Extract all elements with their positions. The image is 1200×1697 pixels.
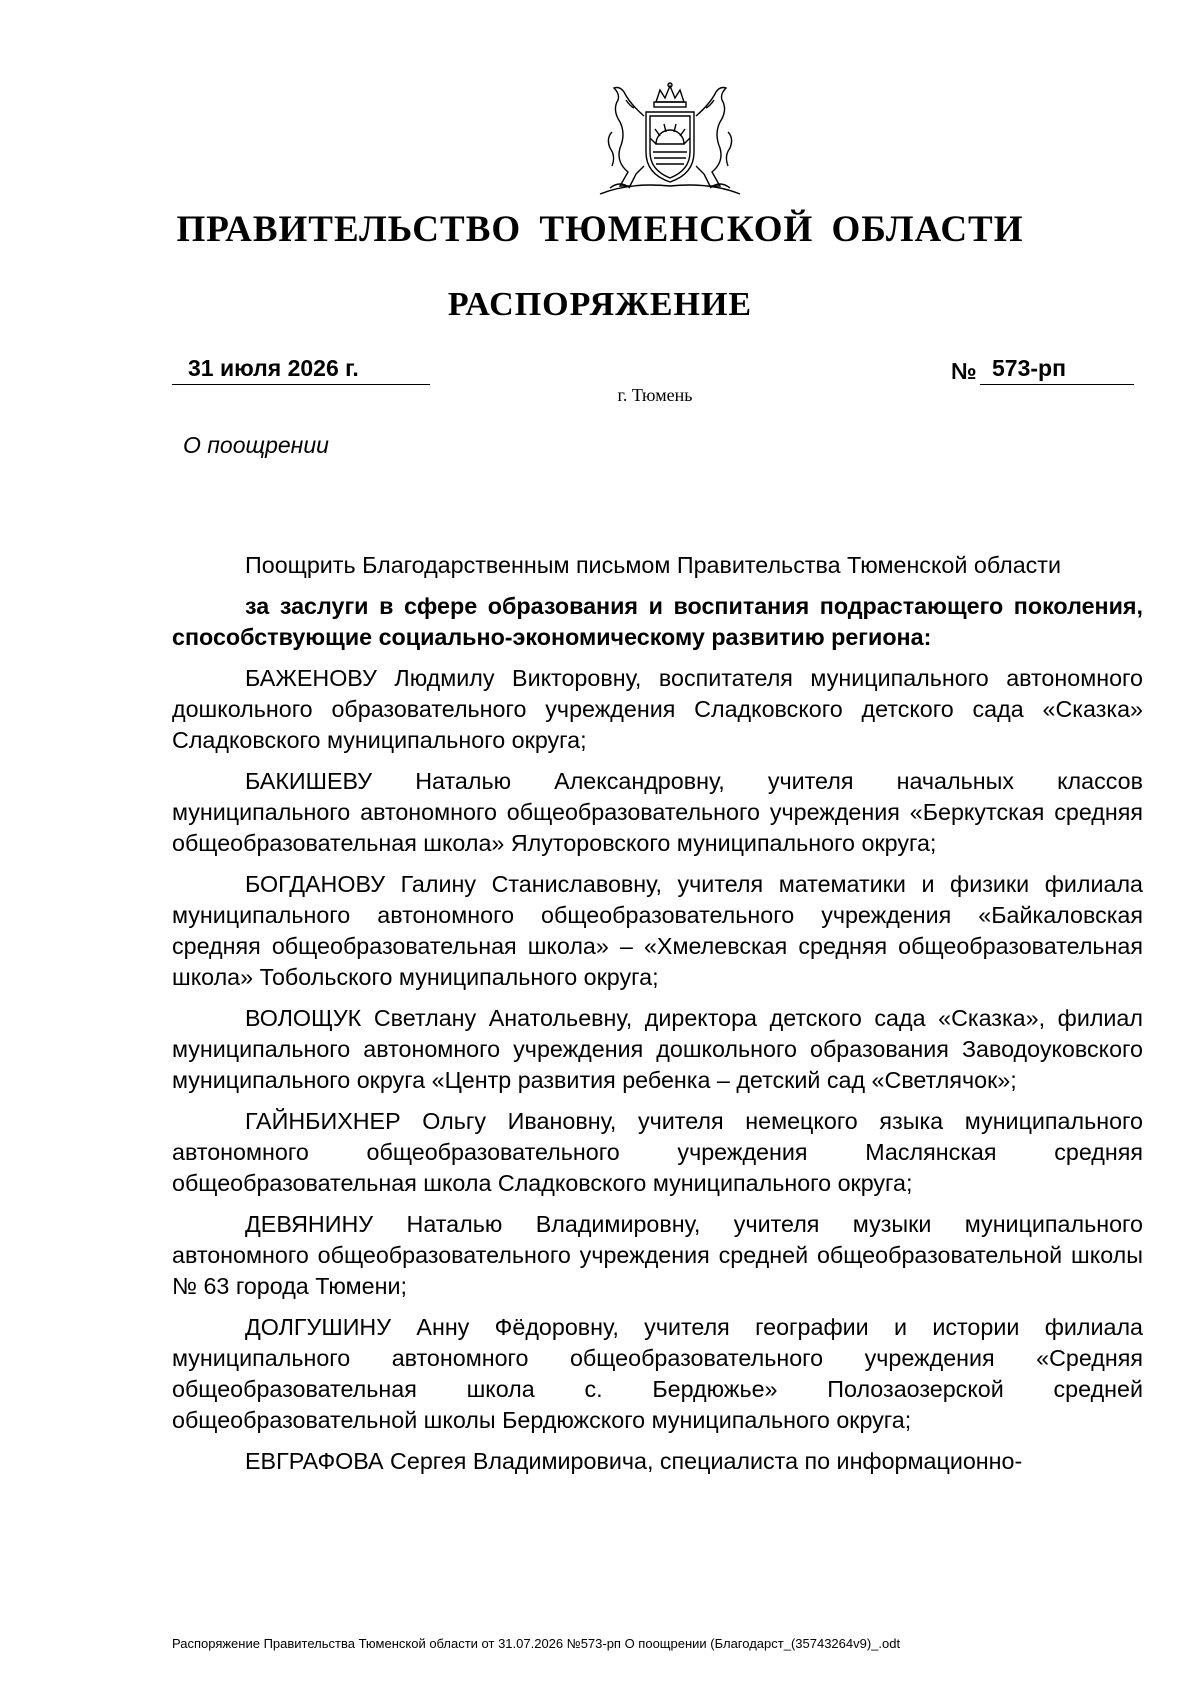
document-subject: О поощрении — [183, 432, 329, 458]
list-item: БАЖЕНОВУ Людмилу Викторовну, воспитателя муниципального автономного дошкольного образовательного учреждения Сладковского детского сада «Сказка» Сладковского муниципального округа; — [172, 665, 1143, 753]
list-item: ВОЛОЩУК Светлану Анатольевну, директора детского сада «Сказка», филиал муниципального автономного учреждения дошкольного образования Заводоуковского муниципального округа «Центр развития ребенка – детский сад «Светлячок»; — [172, 1005, 1143, 1093]
coat-of-arms-icon — [590, 82, 750, 202]
list-item: БОГДАНОВУ Галину Станиславовну, учителя математики и физики филиала муниципального автономного общеобразовательного учреждения «Байкаловская средняя общеобразовательная школа» – «Хмелевская средняя общеобразовательная школа» Тобольского муниципального округа; — [172, 871, 1143, 990]
list-item: ДОЛГУШИНУ Анну Фёдоровну, учителя географии и истории филиала муниципального автономного общеобразовательного учреждения «Средняя общеобразовательная школа с. Бердюжье» Полозаозерской средней общеобразовательной школы Бердюжского муниципального округа; — [172, 1314, 1143, 1433]
document-date: 31 июля 2026 г. — [188, 355, 359, 381]
page-footer: Распоряжение Правительства Тюменской области от 31.07.2026 №573-рп О поощрении (Благодарст_(35743264v9)_.odt — [172, 1636, 901, 1651]
document-date-field — [172, 355, 430, 385]
government-title: ПРАВИТЕЛЬСТВО ТЮМЕНСКОЙ ОБЛАСТИ — [176, 209, 1024, 250]
intro-paragraph: Поощрить Благодарственным письмом Правительства Тюменской области — [245, 552, 1061, 578]
document-type: РАСПОРЯЖЕНИЕ — [447, 286, 753, 323]
reason-paragraph: за заслуги в сфере образования и воспитания подрастающего поколения, способствующие социально-экономическому развитию региона: — [172, 593, 1143, 650]
document-number-field — [980, 355, 1134, 385]
number-sign: № — [951, 358, 977, 384]
list-item: ЕВГРАФОВА Сергея Владимировича, специалиста по информационно- — [245, 1448, 1023, 1474]
city: г. Тюмень — [617, 385, 693, 405]
list-item: БАКИШЕВУ Наталью Александровну, учителя начальных классов муниципального автономного общеобразовательного учреждения «Беркутская средняя общеобразовательная школа» Ялуторовского муниципального округа; — [172, 768, 1143, 856]
list-item: ДЕВЯНИНУ Наталью Владимировну, учителя музыки муниципального автономного общеобразовательного учреждения средней общеобразовательной школы № 63 города Тюмени; — [172, 1211, 1143, 1299]
document-number: 573-рп — [992, 355, 1066, 381]
list-item: ГАЙНБИХНЕР Ольгу Ивановну, учителя немецкого языка муниципального автономного общеобразовательного учреждения Маслянская средняя общеобразовательная школа Сладковского муниципального округа; — [172, 1108, 1143, 1196]
document-body — [172, 550, 1143, 1487]
